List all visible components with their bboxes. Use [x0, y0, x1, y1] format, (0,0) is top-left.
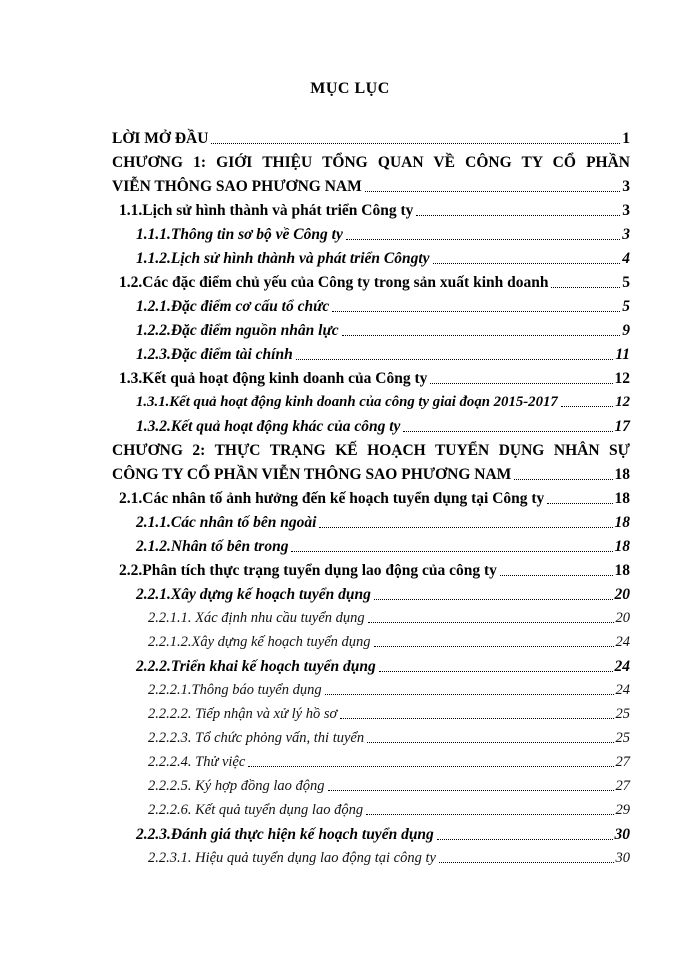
leader-dots — [500, 574, 613, 576]
toc-label: 2.1.2.Nhân tố bên trong — [136, 538, 289, 555]
leader-dots — [514, 478, 612, 480]
toc-label: 2.2.3.1. Hiệu quả tuyển dụng lao động tại công ty — [148, 850, 436, 866]
toc-label: 1.3.1.Kết quả hoạt động kinh doanh của công ty giai đoạn 2015-2017 — [136, 394, 558, 410]
toc-entry-2-2-3-1[interactable] — [148, 850, 630, 867]
leader-dots — [325, 693, 614, 695]
toc-page: 9 — [622, 322, 630, 339]
leader-dots — [296, 358, 614, 360]
leader-dots — [379, 670, 613, 672]
leader-dots — [248, 765, 613, 767]
toc-label: 2.1.1.Các nhân tố bên ngoài — [136, 514, 317, 531]
leader-dots — [346, 238, 620, 240]
leader-dots — [342, 334, 621, 336]
toc-page: 3 — [622, 202, 630, 219]
leader-dots — [403, 430, 612, 432]
toc-chapter-1-line1[interactable]: CHƯƠNG 1: GIỚI THIỆU TỔNG QUAN VỀ CÔNG TY CỔ PHẦN — [112, 154, 630, 171]
toc-entry-2-2-2[interactable] — [136, 658, 630, 676]
toc-label: 1.1.2.Lịch sử hình thành và phát triển Côngty — [136, 250, 430, 267]
leader-dots — [366, 813, 613, 815]
leader-dots — [430, 382, 612, 384]
leader-dots — [291, 550, 612, 552]
toc-page: 3 — [622, 226, 630, 243]
toc-label: 2.2.2.3. Tổ chức phỏng vấn, thi tuyển — [148, 730, 365, 746]
leader-dots — [547, 502, 612, 504]
toc-page: 11 — [615, 346, 630, 363]
toc-entry-2-2-2-1[interactable] — [148, 682, 630, 699]
toc-label: 1.1.Lịch sử hình thành và phát triển Công ty — [119, 202, 414, 219]
toc-entry-1-2-3[interactable] — [136, 346, 630, 364]
toc-entry-2-2-2-4[interactable] — [148, 754, 630, 771]
toc-page: 5 — [622, 298, 630, 315]
toc-chapter-2-line1[interactable]: CHƯƠNG 2: THỰC TRẠNG KẾ HOẠCH TUYỂN DỤNG NHÂN SỰ — [112, 442, 630, 459]
toc-entry-2-2-2-2[interactable] — [148, 706, 630, 723]
toc-entry-2-2-1-2[interactable] — [148, 634, 630, 651]
page-title: MỤC LỤC — [310, 80, 390, 97]
toc-entry-2-2[interactable] — [119, 562, 630, 580]
toc-page: 27 — [615, 754, 630, 770]
toc-page: 3 — [622, 178, 630, 195]
toc-label: 1.3.Kết quả hoạt động kinh doanh của Công ty — [119, 370, 428, 387]
toc-label: 2.2.2.5. Ký hợp đồng lao động — [148, 778, 325, 794]
toc-label: 1.2.2.Đặc điểm nguồn nhân lực — [136, 322, 339, 339]
toc-chapter-2[interactable] — [112, 466, 630, 484]
toc-entry-1-2[interactable] — [119, 274, 630, 292]
toc-page: 18 — [614, 538, 630, 555]
toc-page: 18 — [614, 562, 630, 579]
leader-dots — [328, 789, 614, 791]
toc-label: 2.2.3.Đánh giá thực hiện kế hoạch tuyển dụng — [136, 826, 434, 843]
toc-label: 1.2.3.Đặc điểm tài chính — [136, 346, 293, 363]
toc-label: 2.2.2.2. Tiếp nhận và xử lý hồ sơ — [148, 706, 338, 722]
toc-page: 4 — [622, 250, 630, 267]
toc-entry-2-2-3[interactable] — [136, 826, 630, 844]
toc-chapter-1[interactable] — [112, 178, 630, 196]
toc-entry-2-1[interactable] — [119, 490, 630, 508]
toc-entry-2-1-2[interactable] — [136, 538, 630, 556]
leader-dots — [332, 310, 620, 312]
toc-label: 2.2.1.1. Xác định nhu cầu tuyển dụng — [148, 610, 365, 626]
toc-label: LỜI MỞ ĐẦU — [112, 130, 209, 147]
toc-label: 2.2.1.Xây dựng kế hoạch tuyển dụng — [136, 586, 371, 603]
toc-page: 24 — [615, 634, 630, 650]
toc-label: 1.2.1.Đặc điểm cơ cấu tổ chức — [136, 298, 330, 315]
toc-label: 2.2.2.Triển khai kế hoạch tuyển dụng — [136, 658, 376, 675]
toc-page: 18 — [614, 514, 630, 531]
toc-entry-2-2-1-1[interactable] — [148, 610, 630, 627]
toc-page: 30 — [615, 850, 630, 866]
toc-label: 2.2.2.6. Kết quả tuyển dụng lao động — [148, 802, 364, 818]
leader-dots — [211, 142, 620, 144]
toc-label: 1.2.Các đặc điểm chủ yếu của Công ty trong sản xuất kinh doanh — [119, 274, 549, 291]
toc-entry-1-3-1[interactable] — [136, 394, 630, 411]
toc-page: 24 — [614, 658, 630, 675]
toc-entry-1-1-1[interactable] — [136, 226, 630, 244]
toc-label: CÔNG TY CỔ PHẦN VIỄN THÔNG SAO PHƯƠNG NAM — [112, 466, 512, 483]
toc-entry-1-2-2[interactable] — [136, 322, 630, 340]
leader-dots — [551, 286, 620, 288]
leader-dots — [433, 262, 621, 264]
toc-label: 1.1.1.Thông tin sơ bộ về Công ty — [136, 226, 343, 243]
toc-label: VIỄN THÔNG SAO PHƯƠNG NAM — [112, 178, 362, 195]
toc-page: 18 — [614, 466, 630, 483]
leader-dots — [365, 190, 621, 192]
toc-entry-2-1-1[interactable] — [136, 514, 630, 532]
toc-entry-2-2-2-6[interactable] — [148, 802, 630, 819]
toc-page: 5 — [622, 274, 630, 291]
toc-label: 2.2.1.2.Xây dựng kế hoạch tuyển dụng — [148, 634, 371, 650]
toc-label: 2.1.Các nhân tố ảnh hưởng đến kế hoạch tuyển dụng tại Công ty — [119, 490, 545, 507]
toc-page: 20 — [614, 586, 630, 603]
leader-dots — [439, 861, 614, 863]
leader-dots — [340, 717, 613, 719]
leader-dots — [561, 405, 613, 407]
toc-page: 27 — [615, 778, 630, 794]
toc-page: 18 — [614, 490, 630, 507]
leader-dots — [374, 598, 613, 600]
toc-page: 24 — [615, 682, 630, 698]
toc-entry-1-1-2[interactable] — [136, 250, 630, 268]
toc-label: 2.2.2.1.Thông báo tuyển dụng — [148, 682, 322, 698]
toc-entry-2-2-1[interactable] — [136, 586, 630, 604]
toc-entry-1-2-1[interactable] — [136, 298, 630, 316]
leader-dots — [368, 621, 614, 623]
toc-page: 17 — [614, 418, 630, 435]
leader-dots — [437, 838, 613, 840]
toc-entry-1-3[interactable] — [119, 370, 630, 388]
leader-dots — [416, 214, 620, 216]
toc-page: 1 — [622, 130, 630, 147]
toc-label: 2.2.2.4. Thử việc — [148, 754, 246, 770]
toc-page: 29 — [615, 802, 630, 818]
leader-dots — [374, 645, 614, 647]
toc-entry-2-2-2-3[interactable] — [148, 730, 630, 747]
toc-entry-1-1[interactable] — [119, 202, 630, 220]
toc-entry-2-2-2-5[interactable] — [148, 778, 630, 795]
toc-page: 25 — [615, 730, 630, 746]
toc-entry-1-3-2[interactable] — [136, 418, 630, 436]
toc-page: 30 — [614, 826, 630, 843]
toc-entry-intro[interactable] — [112, 130, 630, 148]
toc-page: 25 — [615, 706, 630, 722]
toc-page: 12 — [614, 370, 630, 387]
toc-label: 1.3.2.Kết quả hoạt động khác của công ty — [136, 418, 401, 435]
toc-label: 2.2.Phân tích thực trạng tuyển dụng lao động của công ty — [119, 562, 497, 579]
leader-dots — [367, 741, 613, 743]
leader-dots — [319, 526, 612, 528]
toc-page: 20 — [615, 610, 630, 626]
toc-page: 12 — [615, 394, 630, 410]
